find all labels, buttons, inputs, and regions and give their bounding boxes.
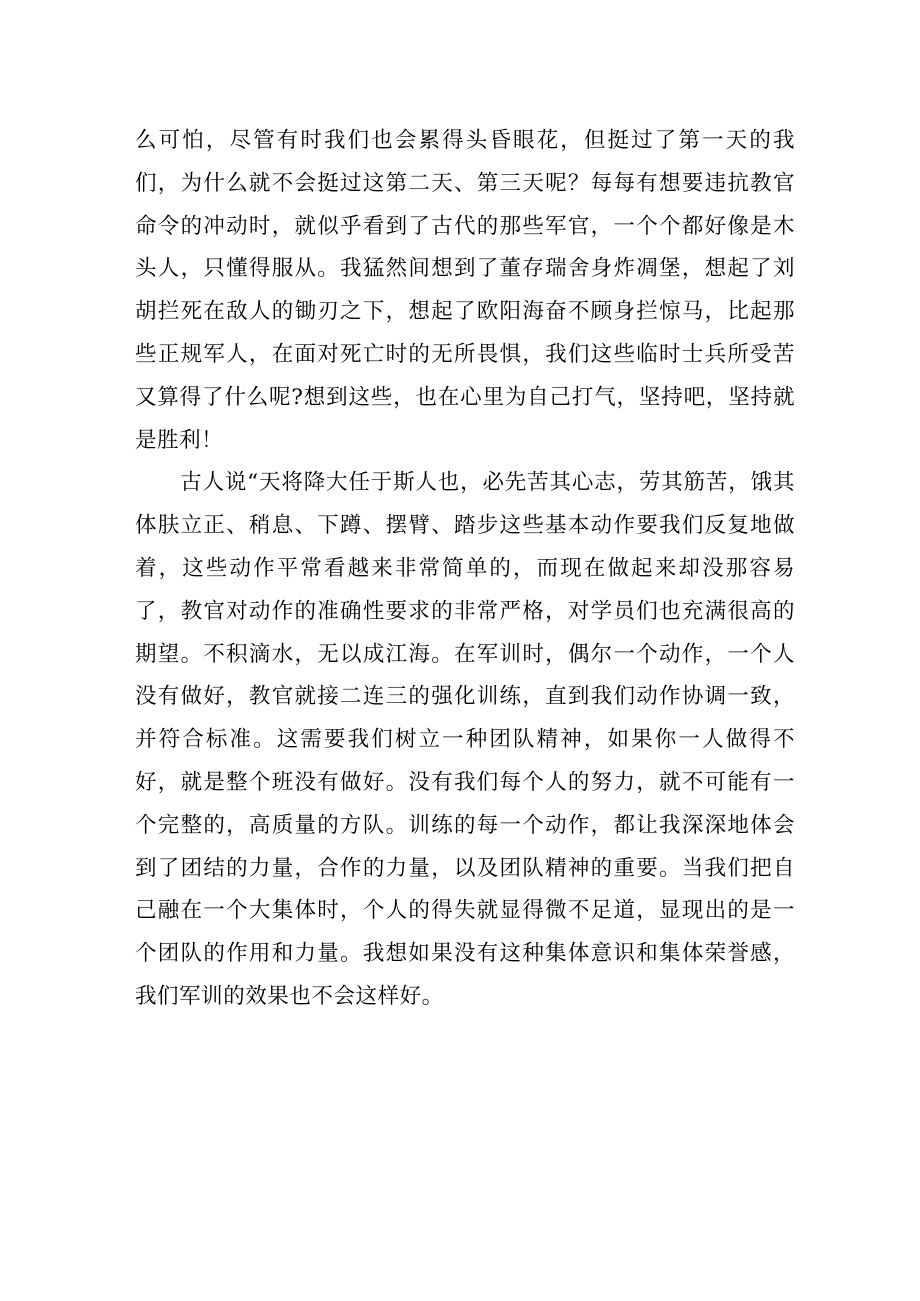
- paragraph-continuation: 么可怕，尽管有时我们也会累得头昏眼花，但挺过了第一天的我们，为什么就不会挺过这第二天、第三天呢？每每有想要违抗教官命令的冲动时，就似乎看到了古代的那些军官，一个个都好像是木头人，只懂得服从。我猛然间想到了董存瑞舍身炸凋堡，想起了刘胡拦死在敌人的锄刃之下，想起了欧阳海奋不顾身拦惊马，比起那些正规军人，在面对死亡时的无所畏惧，我们这些临时士兵所受苦又算得了什么呢?想到这些，也在心里为自己打气，坚持吧，坚持就是胜利！: [135, 128, 795, 453]
- paragraph-ancient-saying: 古人说“天将降大任于斯人也，必先苦其心志，劳其筋苦，饿其体肤立正、稍息、下蹲、摆臂、踏步这些基本动作要我们反复地做着，这些动作平常看越来非常简单的，而现在做起来却没那容易了，教官对动作的准确性要求的非常严格，对学员们也充满很高的期望。不积滴水，无以成江海。在军训时，偶尔一个动作，一个人没有做好，教官就接二连三的强化训练，直到我们动作协调一致，并符合标准。这需要我们树立一种团队精神，如果你一人做得不好，就是整个班没有做好。没有我们每个人的努力，就不可能有一个完整的，高质量的方队。训练的每一个动作，都让我深深地体会到了团结的力量，合作的力量，以及团队精神的重要。当我们把自己融在一个大集体时，个人的得失就显得微不足道，显现出的是一个团队的作用和力量。我想如果没有这种集体意识和集体荣誉感，我们军训的效果也不会这样好。: [135, 470, 795, 1009]
- document-body: [135, 120, 795, 1019]
